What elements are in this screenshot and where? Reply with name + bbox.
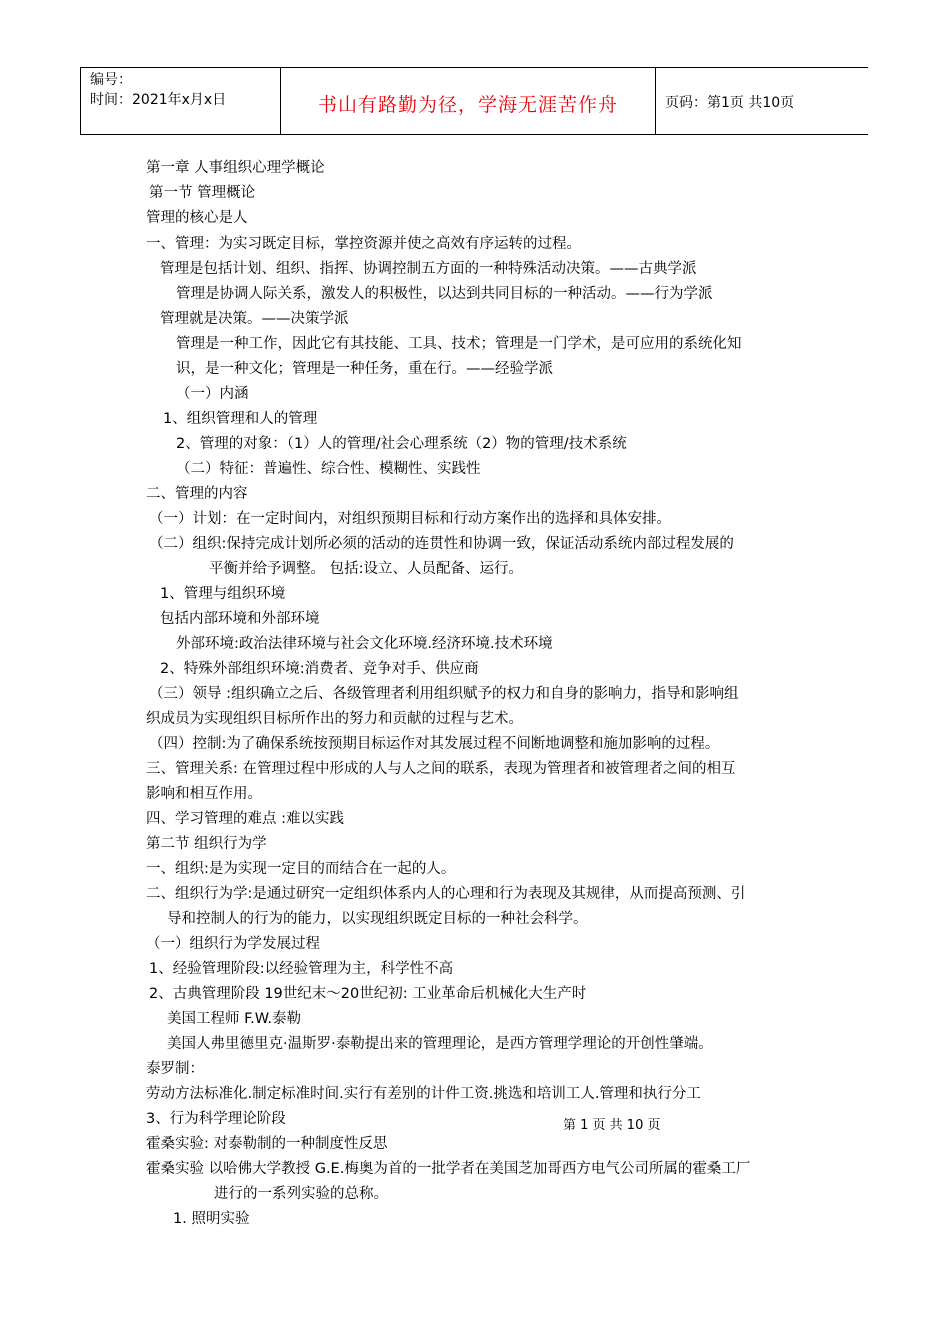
- text-line: 管理是一种工作，因此它有其技能、工具、技术；管理是一门学术，是可应用的系统化知: [176, 336, 742, 352]
- text-line: （一）计划：在一定时间内，对组织预期目标和行动方案作出的选择和具体安排。: [149, 511, 671, 527]
- header-left-cell: [90, 70, 226, 110]
- text-line: 识，是一种文化；管理是一种任务，重在行。——经验学派: [176, 361, 553, 377]
- text-line: 导和控制人的行为的能力，以实现组织既定目标的一种社会科学。: [167, 911, 588, 927]
- text-line: 泰罗制：: [146, 1061, 204, 1077]
- text-line: 管理是包括计划、组织、指挥、协调控制五方面的一种特殊活动决策。——古典学派: [160, 261, 697, 277]
- text-line: 劳动方法标准化.制定标准时间.实行有差别的计件工资.挑选和培训工人.管理和执行分工: [146, 1086, 701, 1102]
- text-line: 1、经验管理阶段:以经验管理为主，科学性不高: [149, 961, 454, 977]
- section-heading: 三、管理关系: 在管理过程中形成的人与人之间的联系，表现为管理者和被管理者之间的相互: [146, 761, 736, 777]
- text-line: 2、特殊外部组织环境:消费者、竞争对手、供应商: [160, 661, 479, 677]
- text-line: 一、组织:是为实现一定目的而结合在一起的人。: [146, 861, 456, 877]
- list-item: 1. 照明实验: [173, 1211, 250, 1227]
- text-line: 一、管理：为实习既定目标，掌控资源并使之高效有序运转的过程。: [146, 236, 581, 252]
- number-label: 编号：: [90, 72, 132, 88]
- text-line: 美国人弗里德里克·温斯罗·泰勒提出来的管理理论，是西方管理学理论的开创性肇端。: [167, 1036, 713, 1052]
- text-line: 3、行为科学理论阶段: [146, 1111, 286, 1127]
- text-line: 美国工程师 F.W.泰勒: [167, 1011, 302, 1027]
- text-line: 管理就是决策。——决策学派: [160, 311, 349, 327]
- header-table: [80, 67, 868, 135]
- chapter-title: 第一章 人事组织心理学概论: [146, 160, 325, 176]
- text-line: 霍桑实验: 对泰勒制的一种制度性反思: [146, 1136, 388, 1152]
- text-line: 织成员为实现组织目标所作出的努力和贡献的过程与艺术。: [146, 711, 523, 727]
- text-line: 霍桑实验 以哈佛大学教授 G.E.梅奥为首的一批学者在美国芝加哥西方电气公司所属的霍桑工厂: [146, 1161, 751, 1177]
- section-heading: 二、管理的内容: [146, 486, 248, 502]
- header-border-left: [80, 68, 81, 134]
- text-line: 二、组织行为学:是通过研究一定组织体系内人的心理和行为表现及其规律，从而提高预测、引: [146, 886, 746, 902]
- header-divider-2: [655, 68, 656, 134]
- date-line: 时间：2021年x月x日: [90, 92, 227, 108]
- text-line: 管理的核心是人: [146, 210, 248, 226]
- section-title: 第一节 管理概论: [149, 185, 256, 201]
- text-line: （二）组织:保持完成计划所必须的活动的连贯性和协调一致，保证活动系统内部过程发展的: [149, 536, 734, 552]
- page-info: 页码：第1页 共10页: [665, 95, 795, 111]
- text-line: 1、组织管理和人的管理: [163, 411, 318, 427]
- subsection-heading: （一）内涵: [176, 386, 249, 402]
- text-line: 1、管理与组织环境: [160, 586, 286, 602]
- motto: 书山有路勤为径，学海无涯苦作舟: [317, 94, 618, 116]
- text-line: 外部环境:政治法律环境与社会文化环境.经济环境.技术环境: [176, 636, 553, 652]
- text-line: 管理是协调人际关系，激发人的积极性，以达到共同目标的一种活动。——行为学派: [176, 286, 713, 302]
- text-line: （三）领导 :组织确立之后、各级管理者利用组织赋予的权力和自身的影响力，指导和影响组: [149, 686, 739, 702]
- text-line: （二）特征：普遍性、综合性、模糊性、实践性: [176, 461, 481, 477]
- text-line: 包括内部环境和外部环境: [160, 611, 320, 627]
- subsection-heading: （一）组织行为学发展过程: [146, 936, 320, 952]
- text-line: 2、管理的对象：（1）人的管理/社会心理系统（2）物的管理/技术系统: [176, 436, 627, 452]
- section-title: 第二节 组织行为学: [146, 836, 267, 852]
- text-line: （四）控制:为了确保系统按预期目标运作对其发展过程不间断地调整和施加影响的过程。: [149, 736, 720, 752]
- section-heading: 四、学习管理的难点 :难以实践: [146, 811, 344, 827]
- text-line: 2、古典管理阶段 19世纪末～20世纪初: 工业革命后机械化大生产时: [149, 986, 587, 1002]
- page-footer: 第 1 页 共 10 页: [563, 1118, 661, 1133]
- text-line: 影响和相互作用。: [146, 786, 262, 802]
- text-line: 平衡并给予调整。 包括:设立、人员配备、运行。: [209, 561, 523, 577]
- text-line: 进行的一系列实验的总称。: [214, 1186, 388, 1202]
